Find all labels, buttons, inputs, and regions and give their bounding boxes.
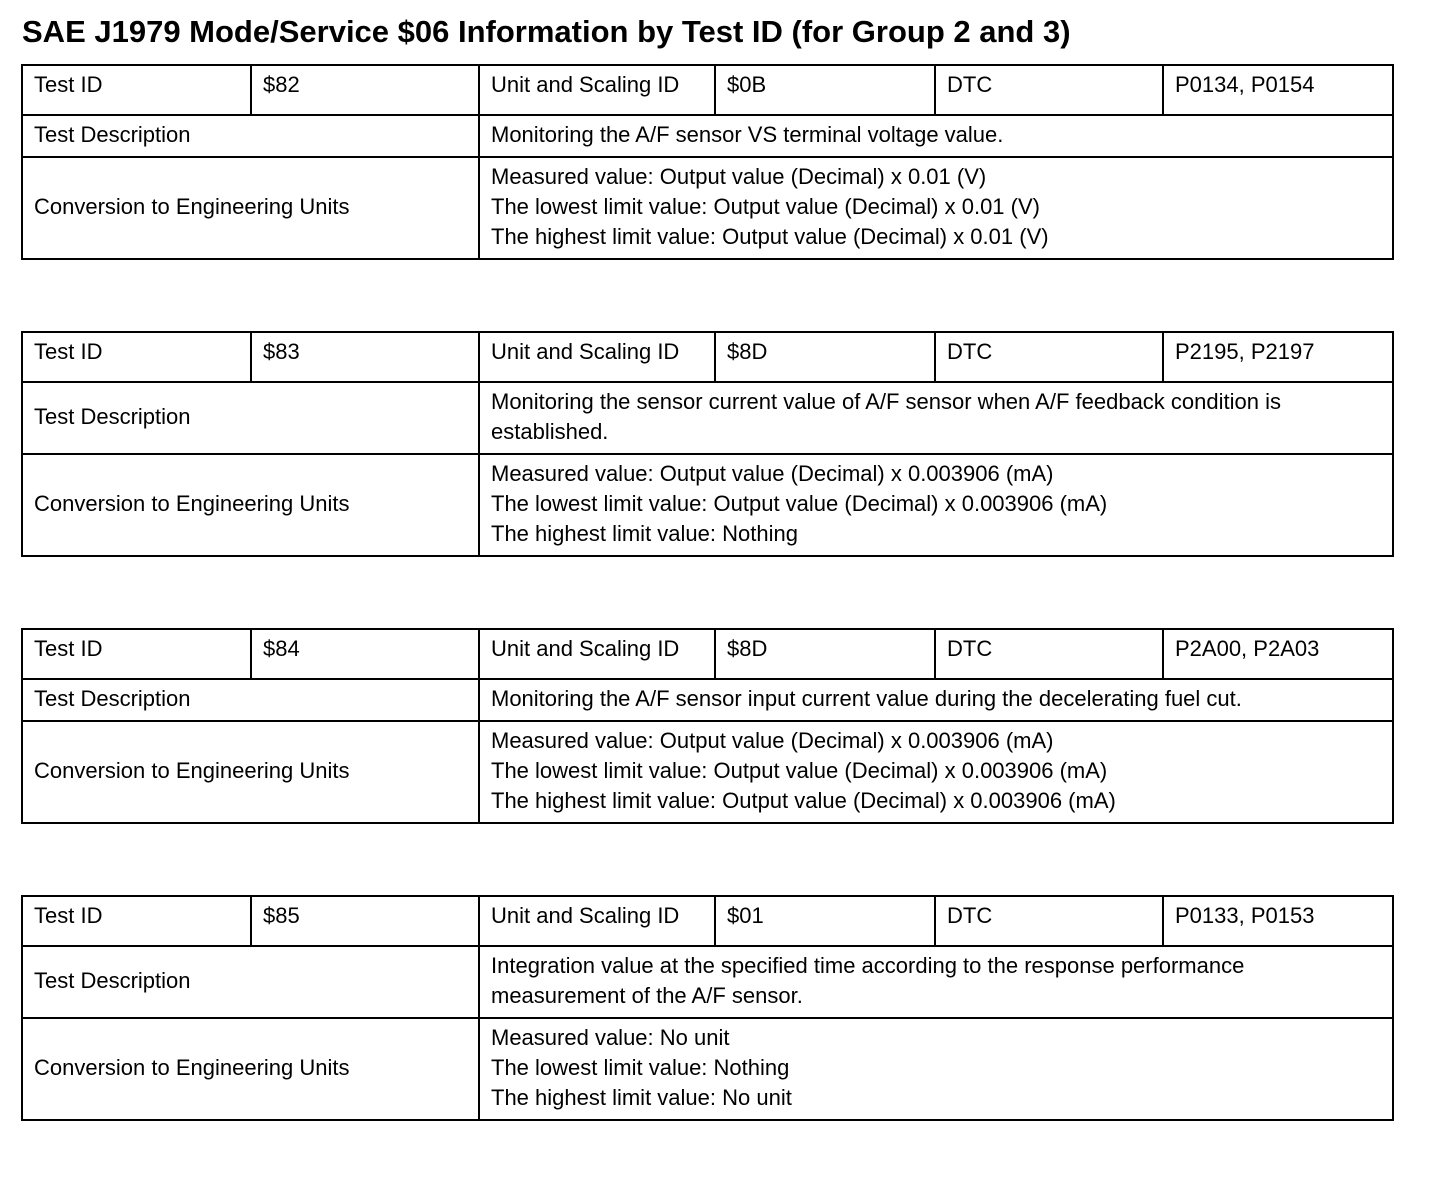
unit-scaling-id-value: $8D (715, 332, 935, 382)
test-description-value: Monitoring the sensor current value of A/F sensor when A/F feedback condition is established. (479, 382, 1393, 454)
dtc-label: DTC (935, 629, 1163, 679)
unit-scaling-id-label: Unit and Scaling ID (479, 332, 715, 382)
unit-scaling-id-value: $0B (715, 65, 935, 115)
test-id-row (22, 629, 1393, 679)
measured-value-line: Measured value: Output value (Decimal) x 0.003906 (mA) (491, 461, 1054, 486)
test-id-row (22, 65, 1393, 115)
unit-scaling-id-value: $01 (715, 896, 935, 946)
test-id-label: Test ID (22, 65, 251, 115)
highest-limit-line: The highest limit value: Nothing (491, 521, 798, 546)
highest-limit-line: The highest limit value: Output value (Decimal) x 0.003906 (mA) (491, 788, 1116, 813)
test-description-value: Integration value at the specified time according to the response performance measurement of the A/F sensor. (479, 946, 1393, 1018)
test-id-value: $82 (251, 65, 479, 115)
test-description-row (22, 679, 1393, 721)
test-description-label: Test Description (22, 115, 479, 157)
lowest-limit-line: The lowest limit value: Nothing (491, 1055, 790, 1080)
conversion-row (22, 454, 1393, 556)
unit-scaling-id-label: Unit and Scaling ID (479, 629, 715, 679)
dtc-label: DTC (935, 896, 1163, 946)
highest-limit-line: The highest limit value: No unit (491, 1085, 792, 1110)
conversion-row (22, 157, 1393, 259)
conversion-value (479, 721, 1393, 823)
test-description-value: Monitoring the A/F sensor VS terminal voltage value. (479, 115, 1393, 157)
dtc-value: P2A00, P2A03 (1163, 629, 1393, 679)
test-description-row (22, 382, 1393, 454)
test-id-value: $85 (251, 896, 479, 946)
conversion-label: Conversion to Engineering Units (22, 1018, 479, 1120)
measured-value-line: Measured value: Output value (Decimal) x 0.01 (V) (491, 164, 987, 189)
conversion-value (479, 1018, 1393, 1120)
test-description-label: Test Description (22, 946, 479, 1018)
lowest-limit-line: The lowest limit value: Output value (Decimal) x 0.003906 (mA) (491, 491, 1108, 516)
dtc-label: DTC (935, 332, 1163, 382)
test-id-label: Test ID (22, 896, 251, 946)
test-table-83 (21, 331, 1394, 557)
test-description-row (22, 946, 1393, 1018)
unit-scaling-id-value: $8D (715, 629, 935, 679)
dtc-value: P2195, P2197 (1163, 332, 1393, 382)
test-table-85 (21, 895, 1394, 1121)
page-title: SAE J1979 Mode/Service $06 Information by Test ID (for Group 2 and 3) (22, 14, 1071, 49)
test-id-row (22, 332, 1393, 382)
test-description-row (22, 115, 1393, 157)
dtc-value: P0133, P0153 (1163, 896, 1393, 946)
conversion-label: Conversion to Engineering Units (22, 157, 479, 259)
conversion-label: Conversion to Engineering Units (22, 721, 479, 823)
test-id-row (22, 896, 1393, 946)
lowest-limit-line: The lowest limit value: Output value (Decimal) x 0.01 (V) (491, 194, 1040, 219)
test-id-label: Test ID (22, 332, 251, 382)
test-description-label: Test Description (22, 382, 479, 454)
dtc-label: DTC (935, 65, 1163, 115)
unit-scaling-id-label: Unit and Scaling ID (479, 65, 715, 115)
test-table-84 (21, 628, 1394, 824)
test-description-value: Monitoring the A/F sensor input current value during the decelerating fuel cut. (479, 679, 1393, 721)
test-id-value: $83 (251, 332, 479, 382)
conversion-label: Conversion to Engineering Units (22, 454, 479, 556)
test-description-label: Test Description (22, 679, 479, 721)
unit-scaling-id-label: Unit and Scaling ID (479, 896, 715, 946)
lowest-limit-line: The lowest limit value: Output value (Decimal) x 0.003906 (mA) (491, 758, 1108, 783)
test-table-82 (21, 64, 1394, 260)
conversion-value (479, 454, 1393, 556)
test-id-label: Test ID (22, 629, 251, 679)
measured-value-line: Measured value: No unit (491, 1025, 730, 1050)
conversion-value (479, 157, 1393, 259)
highest-limit-line: The highest limit value: Output value (Decimal) x 0.01 (V) (491, 224, 1049, 249)
measured-value-line: Measured value: Output value (Decimal) x 0.003906 (mA) (491, 728, 1054, 753)
conversion-row (22, 721, 1393, 823)
conversion-row (22, 1018, 1393, 1120)
test-id-value: $84 (251, 629, 479, 679)
dtc-value: P0134, P0154 (1163, 65, 1393, 115)
